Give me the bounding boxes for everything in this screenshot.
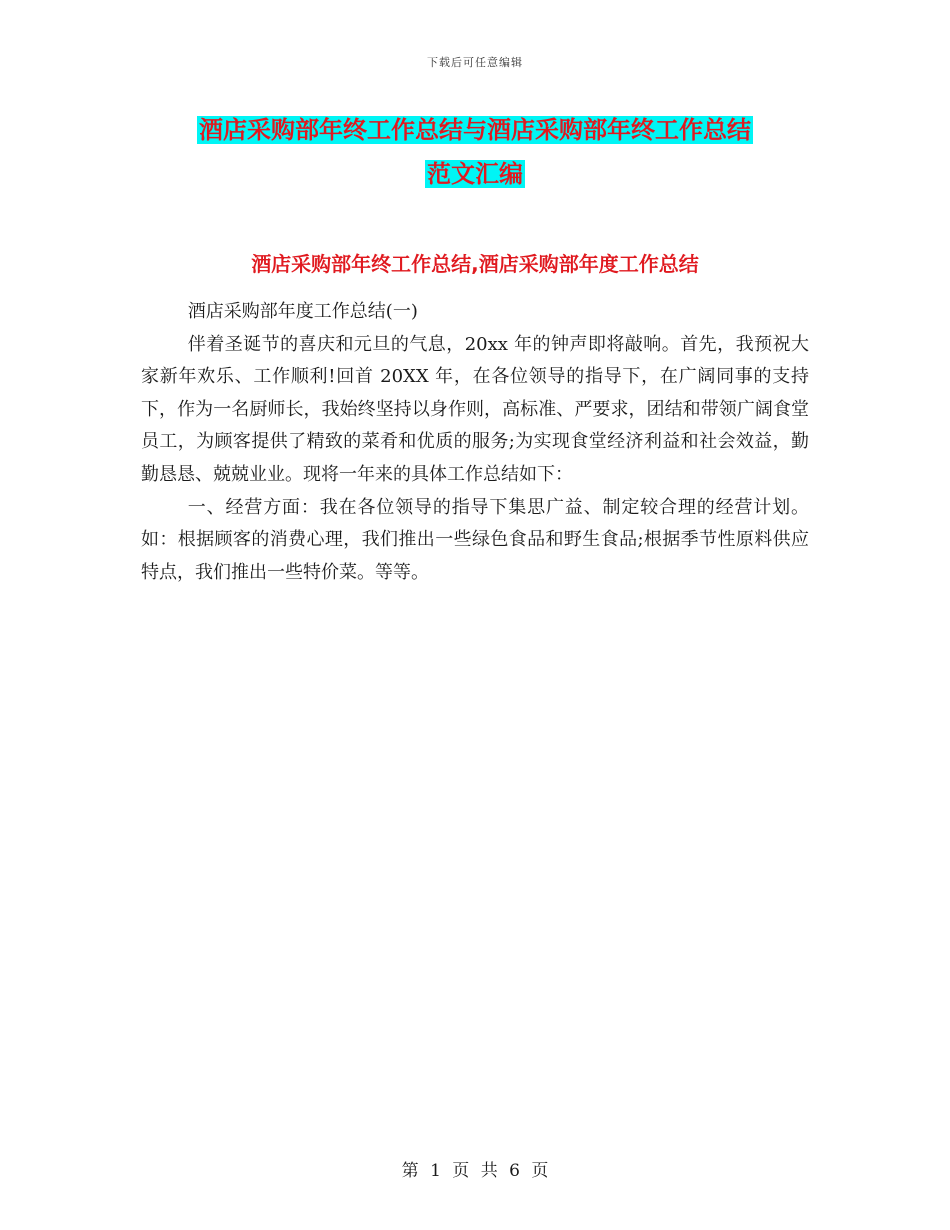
page-footer: 第 1 页 共 6 页 bbox=[401, 1161, 549, 1181]
document-body bbox=[141, 296, 809, 589]
document-title-line-2: 范文汇编 bbox=[427, 160, 523, 188]
document-title-line-1: 酒店采购部年终工作总结与酒店采购部年终工作总结 bbox=[199, 116, 751, 144]
section-heading: 酒店采购部年终工作总结,酒店采购部年度工作总结 bbox=[251, 252, 699, 276]
paragraph-intro: 伴着圣诞节的喜庆和元旦的气息，20xx 年的钟声即将敲响。首先，我预祝大家新年欢乐、工作顺利!回首 20XX 年，在各位领导的指导下，在广阔同事的支持下，作为一名厨师长，我始终坚持以身作则，高标准、严要求，团结和带领广阔食堂员工，为顾客提供了精致的菜肴和优质的服务;为实现食堂经济利益和社会效益，勤勤恳恳、兢兢业业。现将一年来的具体工作总结如下： bbox=[141, 333, 809, 485]
paragraph-subtitle: 酒店采购部年度工作总结(一) bbox=[187, 301, 418, 322]
paragraph-operations: 一、经营方面：我在各位领导的指导下集思广益、制定较合理的经营计划。如：根据顾客的消费心理，我们推出一些绿色食品和野生食品;根据季节性原料供应特点，我们推出一些特价菜。等等。 bbox=[141, 496, 809, 583]
document-title bbox=[0, 108, 950, 196]
header-note: 下载后可任意编辑 bbox=[427, 56, 523, 69]
